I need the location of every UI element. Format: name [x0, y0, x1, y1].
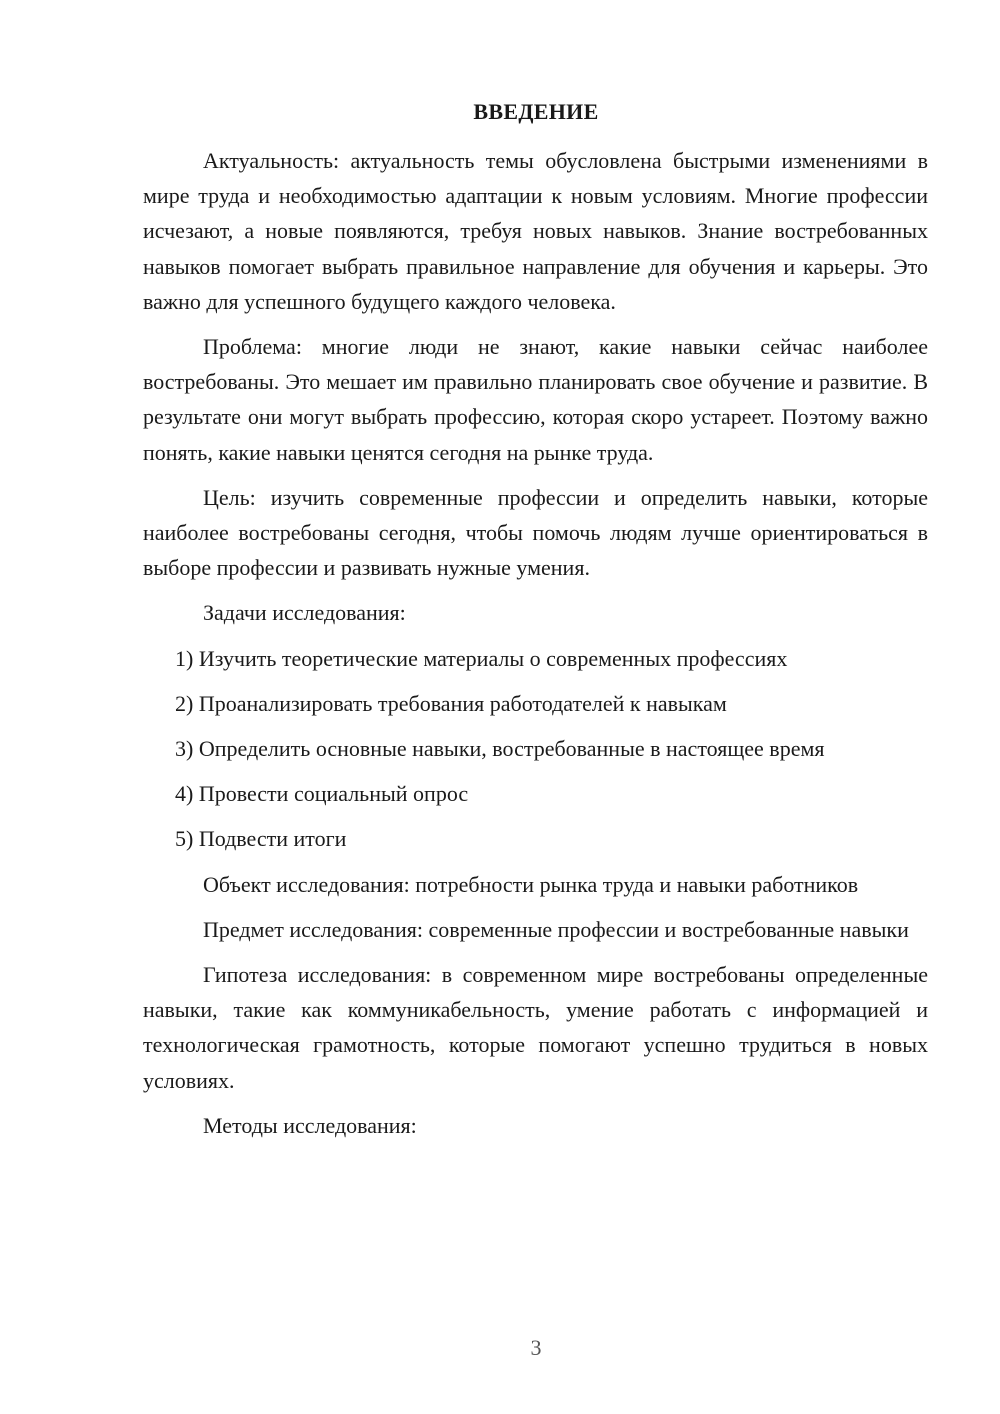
list-item: 3) Определить основные навыки, востребованные в настоящее время [175, 736, 825, 762]
paragraph-subject: Предмет исследования: современные профессии и востребованные навыки [203, 916, 909, 942]
list-item: 2) Проанализировать требования работодателей к навыкам [175, 690, 727, 716]
paragraph-hypothesis: Гипотеза исследования: в современном мире востребованы определенные навыки, такие как коммуникабельность, умение работать с информацией и технологическая грамотность, которые помогают успешно трудиться в новых условиях. [143, 962, 928, 1093]
paragraph-methods-heading: Методы исследования: [203, 1112, 417, 1138]
document-body [143, 143, 928, 1153]
paragraph-goal: Цель: изучить современные профессии и определить навыки, которые наиболее востребованы сегодня, чтобы помочь людям лучше ориентироваться в выборе профессии и развивать нужные умения. [143, 484, 928, 581]
list-item: 1) Изучить теоретические материалы о современных профессиях [175, 645, 788, 671]
paragraph-problem: Проблема: многие люди не знают, какие навыки сейчас наиболее востребованы. Это мешает им правильно планировать свое обучение и развитие. В результате они могут выбрать профессию, которая скоро устареет. Поэтому важно понять, какие навыки ценятся сегодня на рынке труда. [143, 334, 928, 465]
paragraph-object: Объект исследования: потребности рынка труда и навыки работников [203, 871, 859, 897]
list-item: 4) Провести социальный опрос [175, 781, 469, 807]
page-title: ВВЕДЕНИЕ [473, 99, 599, 124]
paragraph-relevance: Актуальность: актуальность темы обусловлена быстрыми изменениями в мире труда и необходимостью адаптации к новым условиям. Многие профессии исчезают, а новые появляются, требуя новых навыков. Знание востребованных навыков помогает выбрать правильное направление для обучения и карьеры. Это важно для успешного будущего каждого человека. [143, 148, 928, 314]
list-item: 5) Подвести итоги [175, 826, 347, 852]
page-number: 3 [530, 1335, 542, 1360]
paragraph-tasks-heading: Задачи исследования: [203, 600, 406, 626]
tasks-list [143, 641, 928, 857]
